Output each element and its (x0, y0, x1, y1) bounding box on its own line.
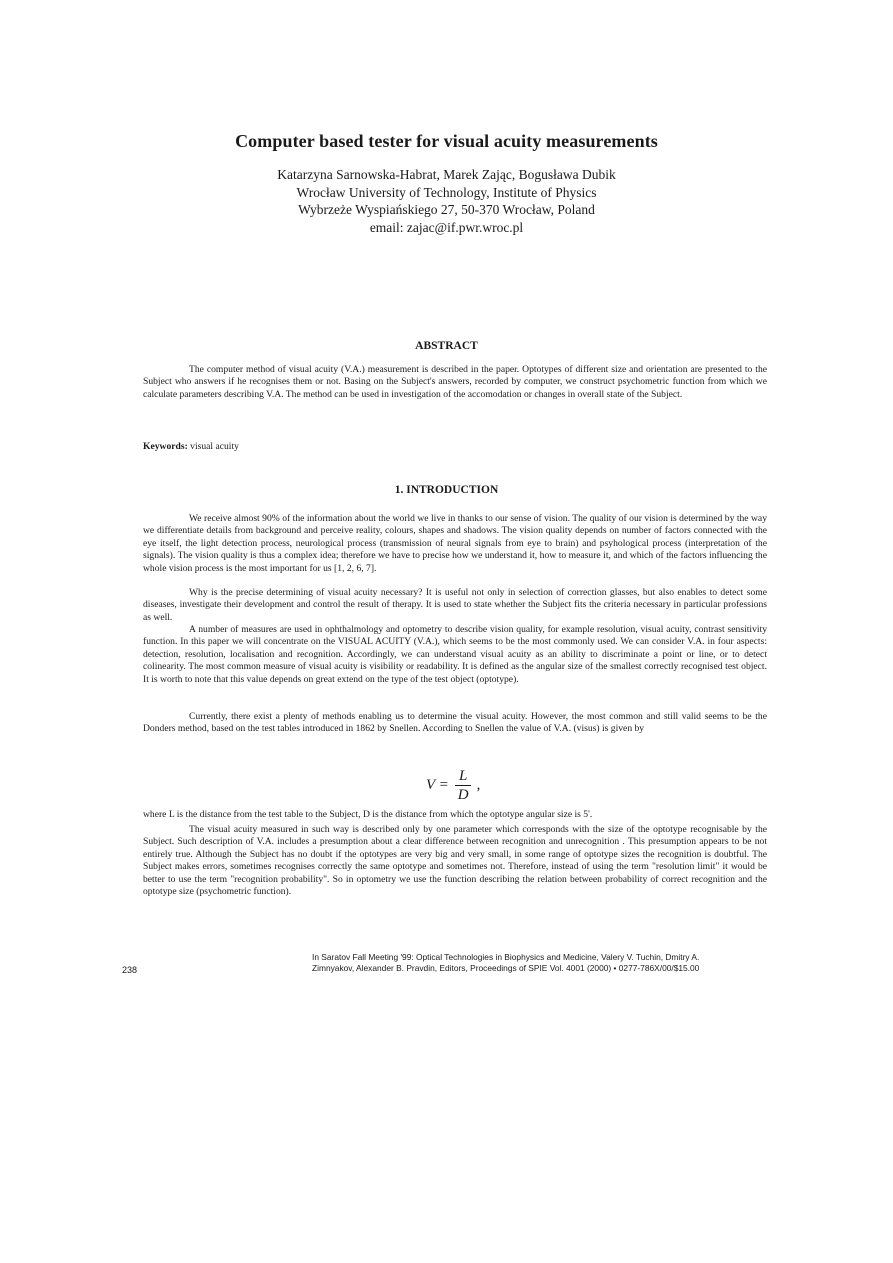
formula-trailing: , (476, 777, 481, 793)
intro-paragraph-4: Currently, there exist a plenty of methods enabling us to determine the visual acuity. However, the most common and still valid seems to be the Donders method, based on the test tables introduced in 1862 by Snellen. According to Snellen the value of V.A. (visus) is given by (143, 711, 767, 735)
intro-paragraph-3: A number of measures are used in ophthalmology and optometry to describe vision quality, for example resolution, visual acuity, contrast sensitivity function. In this paper we will concentrate on the VISUAL ACUITY (V.A.), which seems to be the most commonly used. We can consider V.A. in four aspects: detection, resolution, localisation and recognition. Accordingly, we can understand visual acuity as an ability to discriminate a point or line, or to detect colinearity. The most common measure of visual acuity is visibility or readability. It is defined as the angular size of the smallest correctly recognised test object. It is worth to note that this value depends on great extend on the type of the test object (optotype). (143, 624, 767, 685)
intro-paragraph-6: The visual acuity measured in such way is described only by one parameter which corresponds with the size of the optotype recognisable by the Subject. Such description of V.A. includes a presumption about a clear difference between recognition and unrecognition . This presumption appears to be not entirely true. Although the Subject has no doubt if the optotypes are very big and very small, in some range of optotype sizes the recognition is doubtful. The Subject makes errors, sometimes recognises correctly the same optotype and sometimes not. Therefore, instead of using the term "resolution limit" it would be better to use the term "recognition probability". So in optometry we use the function describing the relation between probability of correct recognition and the optotype size (psychometric function). (143, 824, 767, 898)
abstract-heading: ABSTRACT (415, 340, 478, 352)
keywords-line (143, 441, 239, 452)
footer-citation (312, 952, 772, 975)
page-number: 238 (122, 965, 138, 975)
keywords-label: Keywords: (143, 441, 188, 452)
paper-title: Computer based tester for visual acuity measurements (235, 131, 658, 151)
intro-paragraph-5: where L is the distance from the test table to the Subject, D is the distance from which the optotype angular size is 5'. (143, 809, 593, 820)
keywords-value: visual acuity (190, 441, 239, 452)
footer-citation-line-2: Zimnyakov, Alexander B. Pravdin, Editors, Proceedings of SPIE Vol. 4001 (2000) • 0277-786X/00/$15.00 (312, 963, 700, 974)
author-address: Wybrzeże Wyspiańskiego 27, 50-370 Wrocław, Poland (298, 202, 595, 217)
introduction-heading: 1. INTRODUCTION (394, 484, 499, 496)
footer-citation-line-1: In Saratov Fall Meeting '99: Optical Technologies in Biophysics and Medicine, Valery V. Tuchin, Dmitry A. (312, 952, 700, 962)
formula-denominator: D (457, 787, 469, 803)
author-block (0, 166, 893, 236)
author-email: email: zajac@if.pwr.wroc.pl (369, 219, 524, 235)
intro-paragraph-2: Why is the precise determining of visual acuity necessary? It is useful not only in selection of correction glasses, but also enables to detect some diseases, investigate their development and control the result of therapy. It is used to state whether the Subject fits the criteria necessary in particular professions as well. (143, 587, 767, 623)
author-affiliation: Wrocław University of Technology, Institute of Physics (296, 184, 597, 200)
formula-numerator: L (455, 767, 471, 786)
snellen-formula (426, 767, 480, 804)
formula-lhs: V = (426, 777, 449, 793)
intro-paragraph-1: We receive almost 90% of the information about the world we live in thanks to our sense of vision. The quality of our vision is determined by the way we differentiate details from background and perceive reality, colours, shapes and shadows. The vision quality depends on number of factors connected with the eye itself, the light detection process, neurological process (transmission of neural signals from eye to brain) and psyhological process (interpretation of the signals). The vision quality is thus a complex idea; therefore we have to precise how we understand it, how to measure it, and which of the factors influencing the whole vision process is the most important for us [1, 2, 6, 7]. (143, 513, 767, 574)
abstract-text: The computer method of visual acuity (V.A.) measurement is described in the paper. Optotypes of different size and orientation are presented to the Subject who answers if he recognises them or not. Basing on the Subject's answers, recorded by computer, we construct psychometric function from which we calculate parameters describing V.A. The method can be used in investigation of the accomodation or changes in overall state of the Subject. (143, 364, 767, 400)
author-names: Katarzyna Sarnowska-Habrat, Marek Zając, Bogusława Dubik (277, 167, 616, 182)
formula-fraction (454, 767, 473, 804)
